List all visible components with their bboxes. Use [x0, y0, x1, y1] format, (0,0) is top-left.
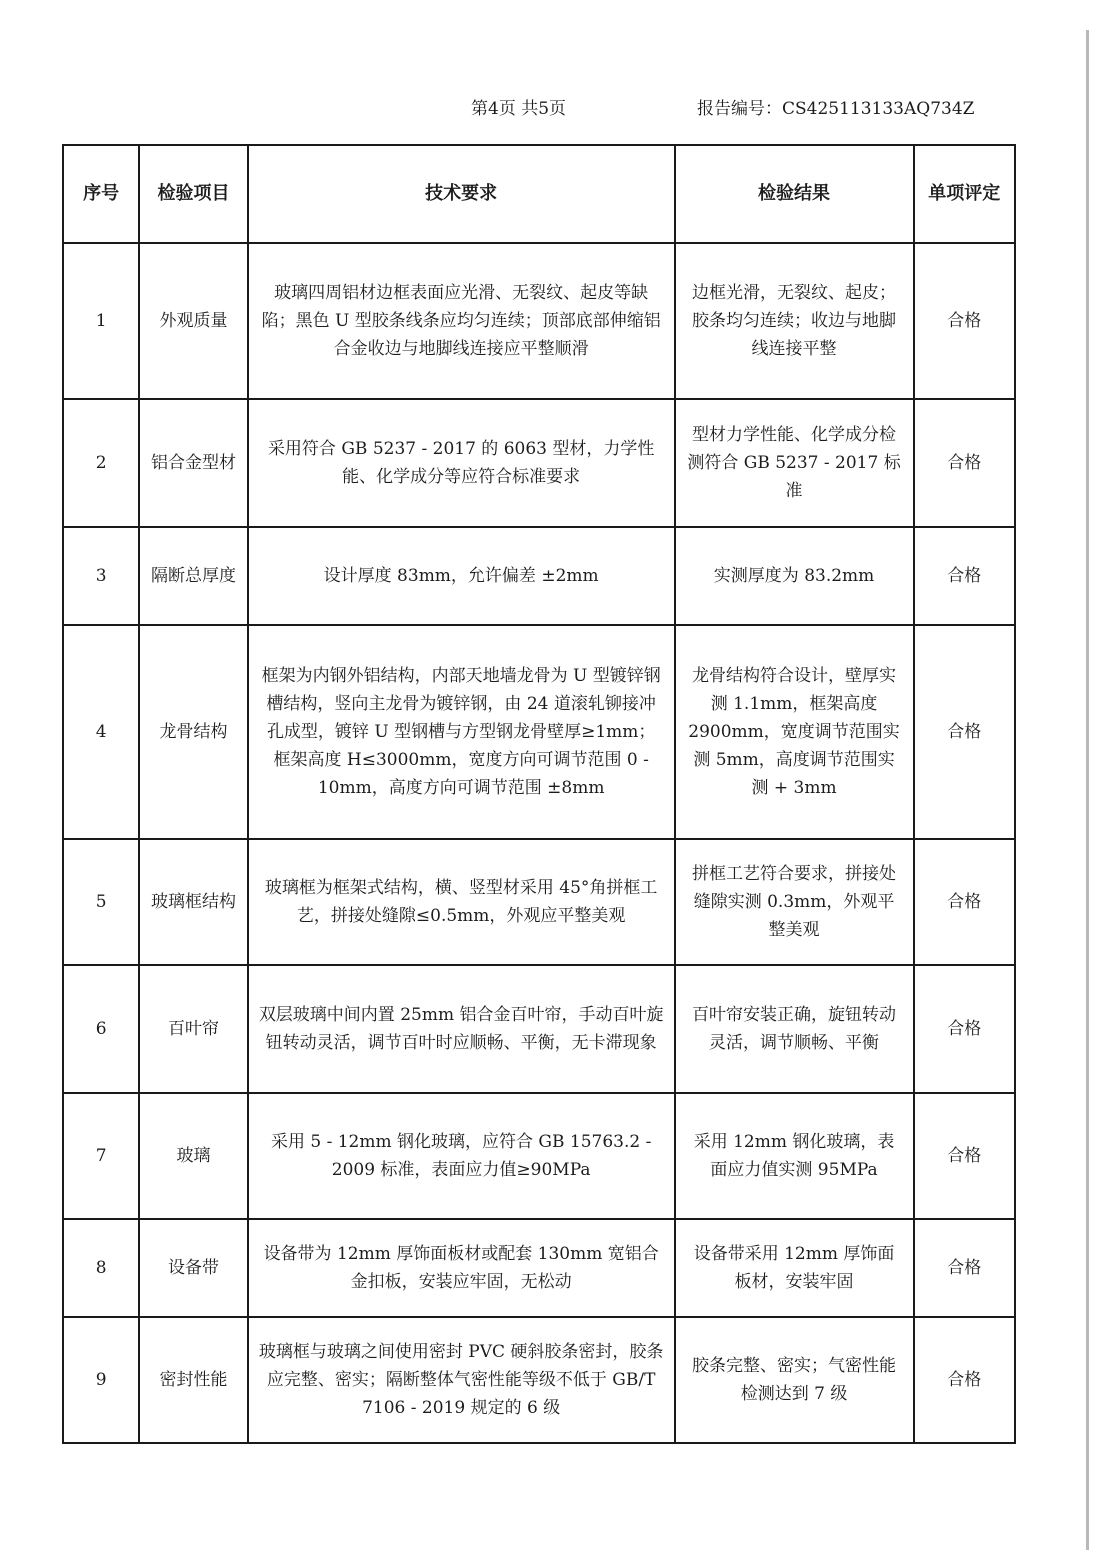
row-evaluation: 合格 [914, 399, 1015, 527]
row-evaluation: 合格 [914, 527, 1015, 625]
header-item: 检验项目 [139, 145, 247, 243]
row-item: 玻璃 [139, 1093, 247, 1219]
row-result: 实测厚度为 83.2mm [675, 527, 914, 625]
row-requirement: 双层玻璃中间内置 25mm 铝合金百叶帘，手动百叶旋钮转动灵活，调节百叶时应顺畅、平衡，无卡滞现象 [248, 965, 675, 1093]
row-evaluation: 合格 [914, 625, 1015, 839]
row-result: 胶条完整、密实；气密性能检测达到 7 级 [675, 1317, 914, 1443]
table-header-row [63, 145, 1015, 243]
table-row [63, 1219, 1015, 1317]
row-requirement: 玻璃框与玻璃之间使用密封 PVC 硬斜胶条密封，胶条应完整、密实；隔断整体气密性能等级不低于 GB/T 7106 - 2019 规定的 6 级 [248, 1317, 675, 1443]
row-item: 密封性能 [139, 1317, 247, 1443]
scan-edge [1086, 30, 1089, 1550]
row-requirement: 采用 5 - 12mm 钢化玻璃，应符合 GB 15763.2 - 2009 标准，表面应力值≥90MPa [248, 1093, 675, 1219]
row-no: 5 [63, 839, 139, 965]
row-no: 3 [63, 527, 139, 625]
row-result: 边框光滑，无裂纹、起皮；胶条均匀连续；收边与地脚线连接平整 [675, 243, 914, 399]
row-requirement: 采用符合 GB 5237 - 2017 的 6063 型材，力学性能、化学成分等应符合标准要求 [248, 399, 675, 527]
row-no: 4 [63, 625, 139, 839]
row-evaluation: 合格 [914, 839, 1015, 965]
table-row [63, 839, 1015, 965]
row-evaluation: 合格 [914, 243, 1015, 399]
row-requirement: 玻璃框为框架式结构，横、竖型材采用 45°角拼框工艺，拼接处缝隙≤0.5mm，外观应平整美观 [248, 839, 675, 965]
row-evaluation: 合格 [914, 965, 1015, 1093]
table-row [63, 399, 1015, 527]
table-row [63, 1317, 1015, 1443]
row-result: 型材力学性能、化学成分检测符合 GB 5237 - 2017 标准 [675, 399, 914, 527]
row-item: 龙骨结构 [139, 625, 247, 839]
table-row [63, 965, 1015, 1093]
table-row [63, 625, 1015, 839]
page-header [0, 94, 1103, 120]
row-item: 外观质量 [139, 243, 247, 399]
row-evaluation: 合格 [914, 1317, 1015, 1443]
row-result: 采用 12mm 钢化玻璃，表面应力值实测 95MPa [675, 1093, 914, 1219]
row-result: 拼框工艺符合要求，拼接处缝隙实测 0.3mm，外观平整美观 [675, 839, 914, 965]
row-item: 隔断总厚度 [139, 527, 247, 625]
table-row [63, 243, 1015, 399]
header-no: 序号 [63, 145, 139, 243]
header-evaluation: 单项评定 [914, 145, 1015, 243]
row-result: 设备带采用 12mm 厚饰面板材，安装牢固 [675, 1219, 914, 1317]
row-no: 6 [63, 965, 139, 1093]
row-item: 玻璃框结构 [139, 839, 247, 965]
row-no: 1 [63, 243, 139, 399]
row-requirement: 玻璃四周铝材边框表面应光滑、无裂纹、起皮等缺陷；黑色 U 型胶条线条应均匀连续；顶部底部伸缩铝合金收边与地脚线连接应平整顺滑 [248, 243, 675, 399]
row-result: 龙骨结构符合设计，壁厚实测 1.1mm，框架高度 2900mm，宽度调节范围实测 5mm，高度调节范围实测 + 3mm [675, 625, 914, 839]
table-row [63, 527, 1015, 625]
page-number: 第4页 共5页 [471, 99, 567, 119]
row-result: 百叶帘安装正确，旋钮转动灵活，调节顺畅、平衡 [675, 965, 914, 1093]
row-item: 百叶帘 [139, 965, 247, 1093]
row-evaluation: 合格 [914, 1219, 1015, 1317]
header-requirement: 技术要求 [248, 145, 675, 243]
row-requirement: 框架为内钢外铝结构，内部天地墙龙骨为 U 型镀锌钢槽结构，竖向主龙骨为镀锌钢，由 24 道滚轧铆接冲孔成型，镀锌 U 型钢槽与方型钢龙骨壁厚≥1mm；框架高度 H≤3000mm，宽度方向可调节范围 0 - 10mm，高度方向可调节范围 ±8mm [248, 625, 675, 839]
row-no: 7 [63, 1093, 139, 1219]
row-item: 铝合金型材 [139, 399, 247, 527]
row-requirement: 设备带为 12mm 厚饰面板材或配套 130mm 宽铝合金扣板，安装应牢固，无松动 [248, 1219, 675, 1317]
row-requirement: 设计厚度 83mm，允许偏差 ±2mm [248, 527, 675, 625]
row-evaluation: 合格 [914, 1093, 1015, 1219]
report-number: 报告编号：CS425113133AQ734Z [697, 99, 975, 119]
table-row [63, 1093, 1015, 1219]
header-result: 检验结果 [675, 145, 914, 243]
row-no: 8 [63, 1219, 139, 1317]
row-no: 9 [63, 1317, 139, 1443]
row-no: 2 [63, 399, 139, 527]
row-item: 设备带 [139, 1219, 247, 1317]
inspection-table [62, 144, 1016, 1444]
